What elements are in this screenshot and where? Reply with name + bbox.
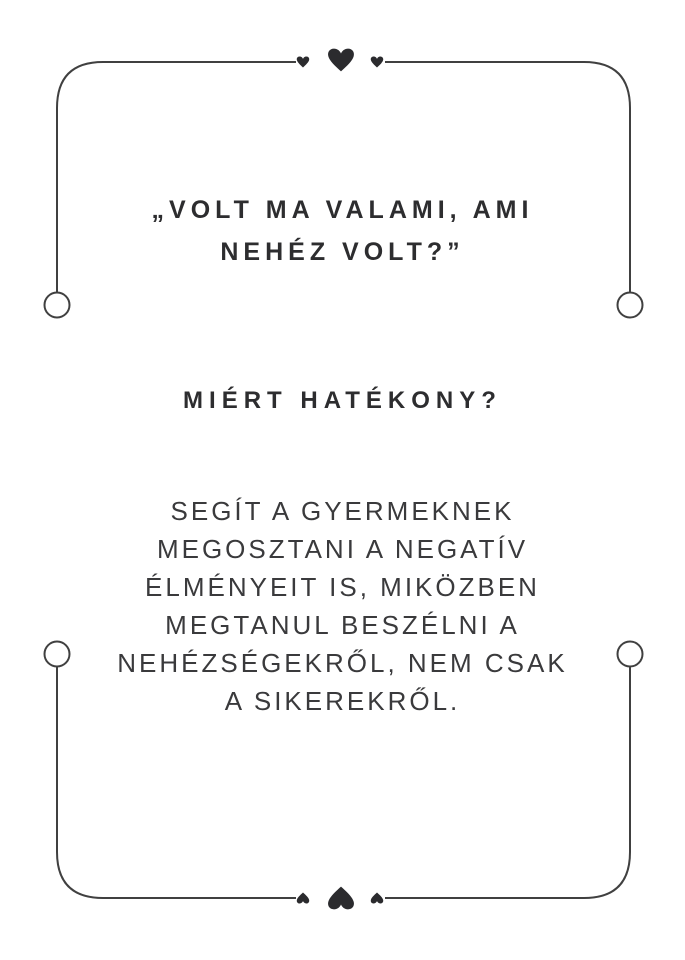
quote-line: „VOLT MA VALAMI, AMI (151, 196, 534, 224)
big-heart-icon (328, 49, 354, 72)
small-heart-icon (297, 57, 309, 68)
body-text (0, 492, 685, 720)
quote-line: NEHÉZ VOLT?” (220, 238, 465, 266)
frame-lines (45, 62, 643, 898)
body-line: A SIKEREKRŐL. (224, 686, 461, 716)
quote-text (0, 189, 685, 273)
heart-icons (297, 49, 383, 910)
body-line: SEGÍT A GYERMEKNEK (170, 496, 515, 526)
frame-circle-left-upper (45, 293, 70, 318)
section-heading: MIÉRT HATÉKONY? (183, 387, 502, 414)
frame-circle-right-upper (618, 293, 643, 318)
small-heart-inverted-icon (297, 893, 309, 904)
small-heart-icon (371, 57, 383, 68)
body-line: MEGOSZTANI A NEGATÍV (156, 534, 529, 564)
body-line: NEHÉZSÉGEKRŐL, NEM CSAK (117, 648, 568, 678)
body-line: MEGTANUL BESZÉLNI A (165, 610, 520, 640)
big-heart-inverted-icon (328, 887, 354, 910)
body-line: ÉLMÉNYEIT IS, MIKÖZBEN (145, 572, 540, 602)
small-heart-inverted-icon (371, 893, 383, 904)
